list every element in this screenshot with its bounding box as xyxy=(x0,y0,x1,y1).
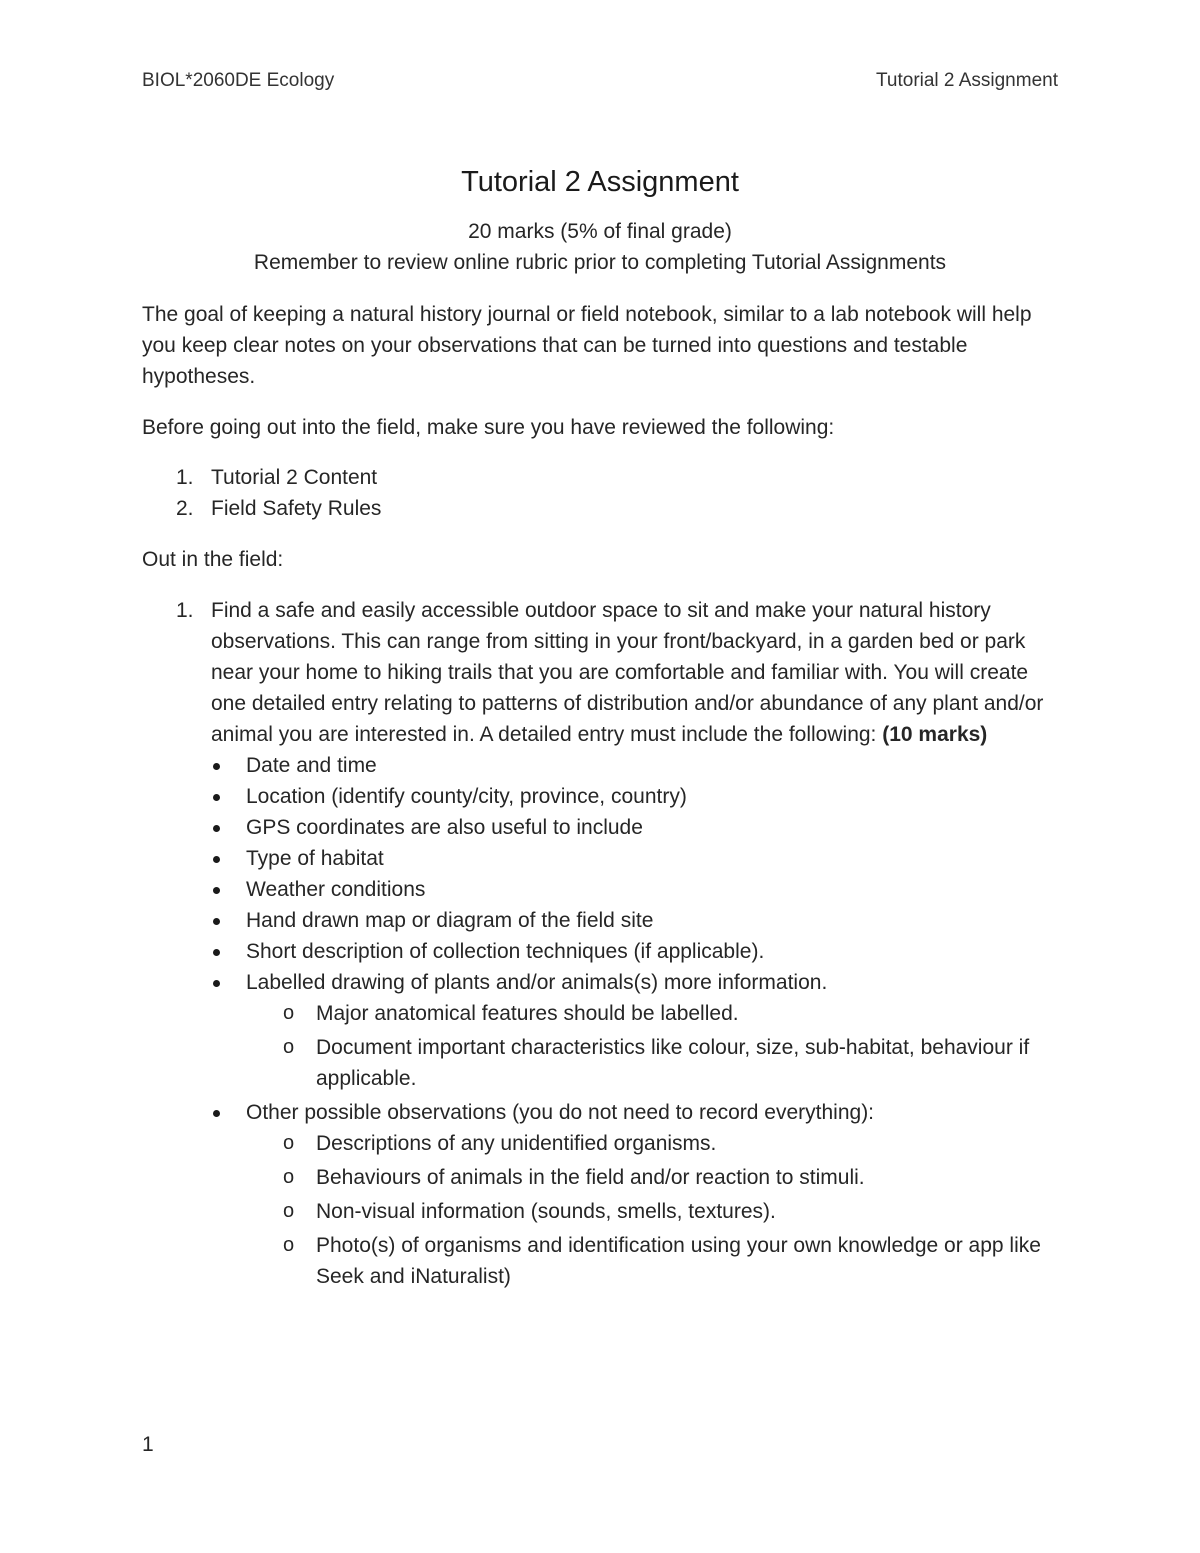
list-item xyxy=(142,595,1062,1292)
sub-item: o Photo(s) of organisms and identification using your own knowledge or app like Seek and iNaturalist) xyxy=(246,1230,1062,1292)
drawing-sublist xyxy=(246,998,1062,1094)
list-item xyxy=(142,462,381,493)
list-item xyxy=(142,493,381,524)
sub-item: o Major anatomical features should be labelled. xyxy=(246,998,1062,1029)
marks-subtitle: 20 marks (5% of final grade) xyxy=(468,220,732,243)
header-doc-label: Tutorial 2 Assignment xyxy=(876,70,1058,91)
list-item-text: Tutorial 2 Content xyxy=(211,466,378,489)
bullet-item: Type of habitat xyxy=(211,843,1062,874)
bullet-item: Short description of collection techniques (if applicable). xyxy=(211,936,1062,967)
bullet-icon xyxy=(213,918,220,925)
sub-item: o Behaviours of animals in the field and/or reaction to stimuli. xyxy=(246,1162,1062,1193)
bullet-icon xyxy=(213,825,220,832)
sub-bullet-icon: o xyxy=(283,1234,295,1256)
bullet-icon xyxy=(213,949,220,956)
list-item-text: Find a safe and easily accessible outdoor space to sit and make your natural history observations. This can range from sitting in your front/backyard, in a garden bed or park near your home to hiking trails that you are comfortable and familiar with. You will create one detailed entry relating to patterns of distribution and/or abundance of any plant and/or animal you are interested in. A detailed entry must include the following: xyxy=(211,599,1044,746)
before-heading: Before going out into the field, make sure you have reviewed the following: xyxy=(142,416,835,439)
review-list xyxy=(142,462,381,524)
bullet-icon xyxy=(213,1110,220,1117)
other-observations-sublist xyxy=(246,1128,1062,1292)
sub-bullet-icon: o xyxy=(283,1166,295,1188)
sub-bullet-icon: o xyxy=(283,1132,295,1154)
bullet-icon xyxy=(213,856,220,863)
bullet-item: Hand drawn map or diagram of the field site xyxy=(211,905,1062,936)
sub-item: o Descriptions of any unidentified organisms. xyxy=(246,1128,1062,1159)
bullet-icon xyxy=(213,794,220,801)
list-number: 1. xyxy=(176,466,194,489)
bullet-item: Date and time xyxy=(211,750,1062,781)
bullet-item: Location (identify county/city, province, country) xyxy=(211,781,1062,812)
sub-bullet-icon: o xyxy=(283,1036,295,1058)
intro-paragraph: The goal of keeping a natural history journal or field notebook, similar to a lab notebook will help you keep clear notes on your observations that can be turned into questions and testable hypotheses. xyxy=(142,303,1032,388)
list-item-text: Field Safety Rules xyxy=(211,497,382,520)
bullet-item: Labelled drawing of plants and/or animals(s) more information. o Major anatomical features should be labelled. o Document important characteristics like colour, size, sub-habitat, behaviour if applicable. xyxy=(211,967,1062,1094)
field-list xyxy=(142,595,1062,1295)
header-course: BIOL*2060DE Ecology xyxy=(142,70,335,91)
marks-label: (10 marks) xyxy=(882,723,988,746)
sub-item: o Non-visual information (sounds, smells, textures). xyxy=(246,1196,1062,1227)
list-number: 2. xyxy=(176,497,194,520)
entry-requirements-list xyxy=(211,750,1062,1292)
bullet-item: Weather conditions xyxy=(211,874,1062,905)
bullet-item: Other possible observations (you do not need to record everything): o Descriptions of any unidentified organisms. o Behaviours of animals in the field and/or reaction to stimuli. o Non-visual information (sounds, smells, textures). o Photo(s) of organisms and identification using your own knowledge or app like Seek and iNaturalist) xyxy=(211,1097,1062,1292)
list-number: 1. xyxy=(176,599,194,622)
sub-bullet-icon: o xyxy=(283,1002,295,1024)
bullet-icon xyxy=(213,887,220,894)
page-title: Tutorial 2 Assignment xyxy=(461,166,739,198)
field-heading: Out in the field: xyxy=(142,548,284,571)
bullet-item: GPS coordinates are also useful to include xyxy=(211,812,1062,843)
sub-item: o Document important characteristics like colour, size, sub-habitat, behaviour if applicable. xyxy=(246,1032,1062,1094)
sub-bullet-icon: o xyxy=(283,1200,295,1222)
bullet-icon xyxy=(213,980,220,987)
rubric-reminder: Remember to review online rubric prior to completing Tutorial Assignments xyxy=(253,251,947,274)
bullet-icon xyxy=(213,763,220,770)
page-number: 1 xyxy=(142,1433,154,1456)
